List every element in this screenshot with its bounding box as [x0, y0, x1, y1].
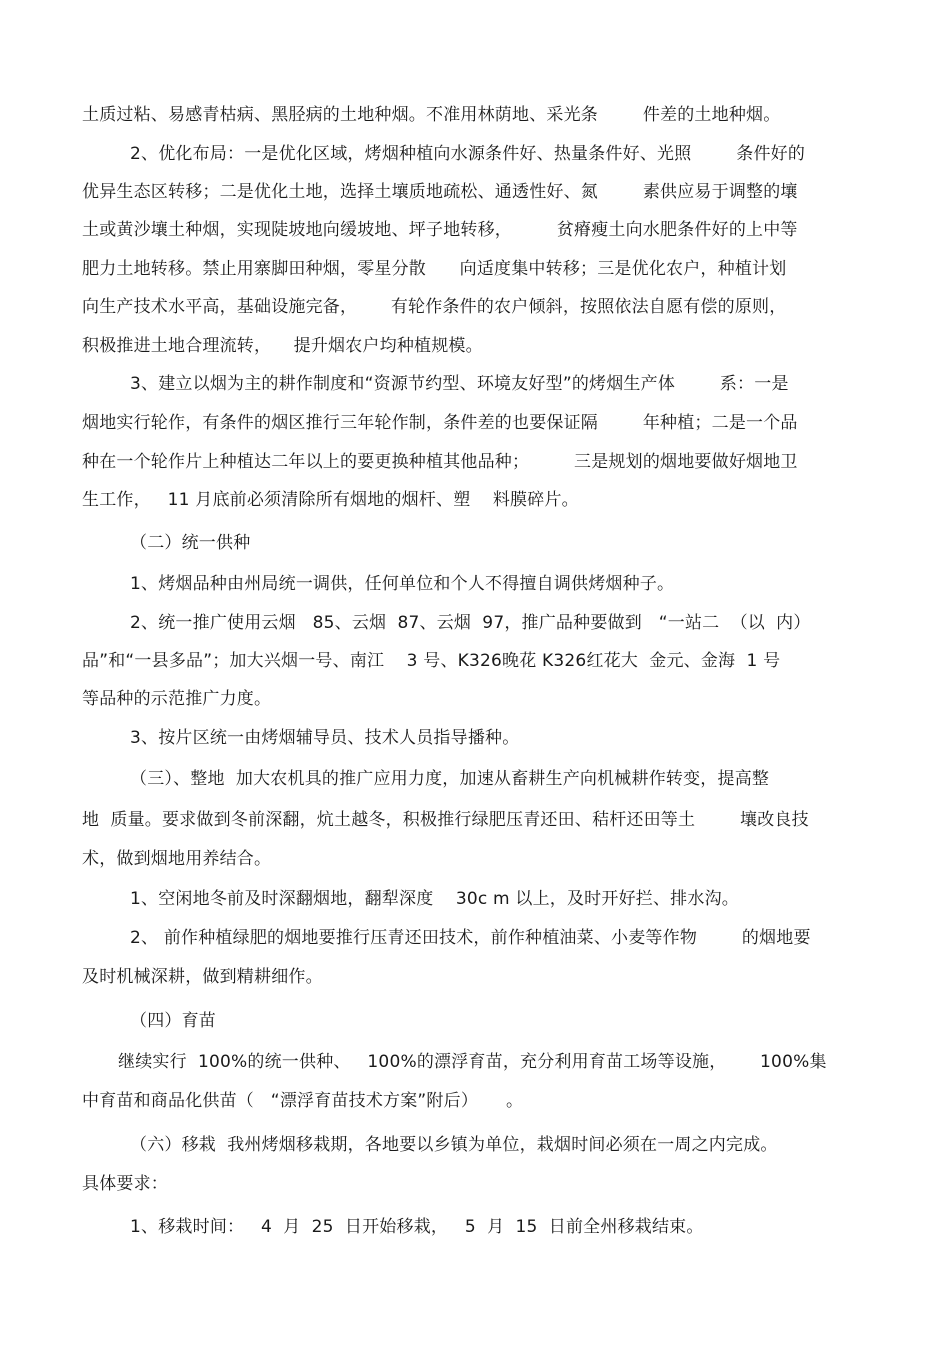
- text-line: 向生产技术水平高，基础设施完备， 有轮作条件的农户倾斜，按照依法自愿有偿的原则，: [82, 297, 787, 317]
- text-line: 地 质量。要求做到冬前深翻，炕土越冬，积极推行绿肥压青还田、秸杆还田等土 壤改良技: [82, 810, 809, 830]
- section-heading: （六）移栽 我州烤烟移栽期，各地要以乡镇为单位，栽烟时间必须在一周之内完成。: [130, 1135, 778, 1155]
- text-line: 继续实行 100%的统一供种、 100%的漂浮育苗，充分利用育苗工场等设施， 100%集: [118, 1052, 827, 1072]
- section-heading: （三）、整地 加大农机具的推广应用力度，加速从畜耕生产向机械耕作转变，提高整: [130, 769, 770, 789]
- section-heading: （二）统一供种: [130, 533, 251, 553]
- text-line: 2、优化布局：一是优化区域，烤烟种植向水源条件好、热量条件好、光照 条件好的: [130, 144, 806, 164]
- text-line: 及时机械深耕，做到精耕细作。: [82, 967, 323, 987]
- text-line: 生工作， 11 月底前必须清除所有烟地的烟杆、塑 料膜碎片。: [82, 490, 579, 510]
- text-line: 3、建立以烟为主的耕作制度和“资源节约型、环境友好型”的烤烟生产体 系：一是: [130, 374, 789, 394]
- text-line: 3、按片区统一由烤烟辅导员、技术人员指导播种。: [130, 728, 520, 748]
- text-line: 1、移栽时间： 4 月 25 日开始移栽， 5 月 15 日前全州移栽结束。: [130, 1217, 704, 1237]
- text-line: 1、空闲地冬前及时深翻烟地，翻犁深度 30c m 以上，及时开好拦、排水沟。: [130, 889, 739, 909]
- section-heading: （四）育苗: [130, 1011, 216, 1031]
- text-line: 烟地实行轮作，有条件的烟区推行三年轮作制，条件差的也要保证隔 年种植；二是一个品: [82, 413, 798, 433]
- text-line: 1、烤烟品种由州局统一调供，任何单位和个人不得擅自调供烤烟种子。: [130, 574, 675, 594]
- text-line: 中育苗和商品化供苗（ “漂浮育苗技术方案”附后） 。: [82, 1091, 524, 1111]
- text-line: 土或黄沙壤土种烟，实现陡坡地向缓坡地、坪子地转移， 贫瘠瘦土向水肥条件好的上中等: [82, 220, 798, 240]
- text-line: 种在一个轮作片上种植达二年以上的要更换种植其他品种； 三是规划的烟地要做好烟地卫: [82, 452, 798, 472]
- text-line: 积极推进土地合理流转， 提升烟农户均种植规模。: [82, 336, 483, 356]
- text-line: 品”和“一县多品”；加大兴烟一号、南江 3 号、K326晚花 K326红花大 金元、金海 1 号: [82, 651, 781, 671]
- text-line: 等品种的示范推广力度。: [82, 689, 272, 709]
- text-line: 土质过粘、易感青枯病、黑胫病的土地种烟。不准用林荫地、采光条 件差的土地种烟。: [82, 105, 781, 125]
- text-line: 2、统一推广使用云烟 85、云烟 87、云烟 97，推广品种要做到 “一站二 （以 内）: [130, 613, 811, 633]
- text-line: 优异生态区转移；二是优化土地，选择土壤质地疏松、通透性好、氮 素供应易于调整的壤: [82, 182, 798, 202]
- text-line: 肥力土地转移。禁止用寨脚田种烟，零星分散 向适度集中转移；三是优化农户，种植计划: [82, 259, 787, 279]
- text-line: 2、 前作种植绿肥的烟地要推行压青还田技术，前作种植油菜、小麦等作物 的烟地要: [130, 928, 811, 948]
- text-line: 术，做到烟地用养结合。: [82, 849, 272, 869]
- text-line: 具体要求：: [82, 1174, 168, 1194]
